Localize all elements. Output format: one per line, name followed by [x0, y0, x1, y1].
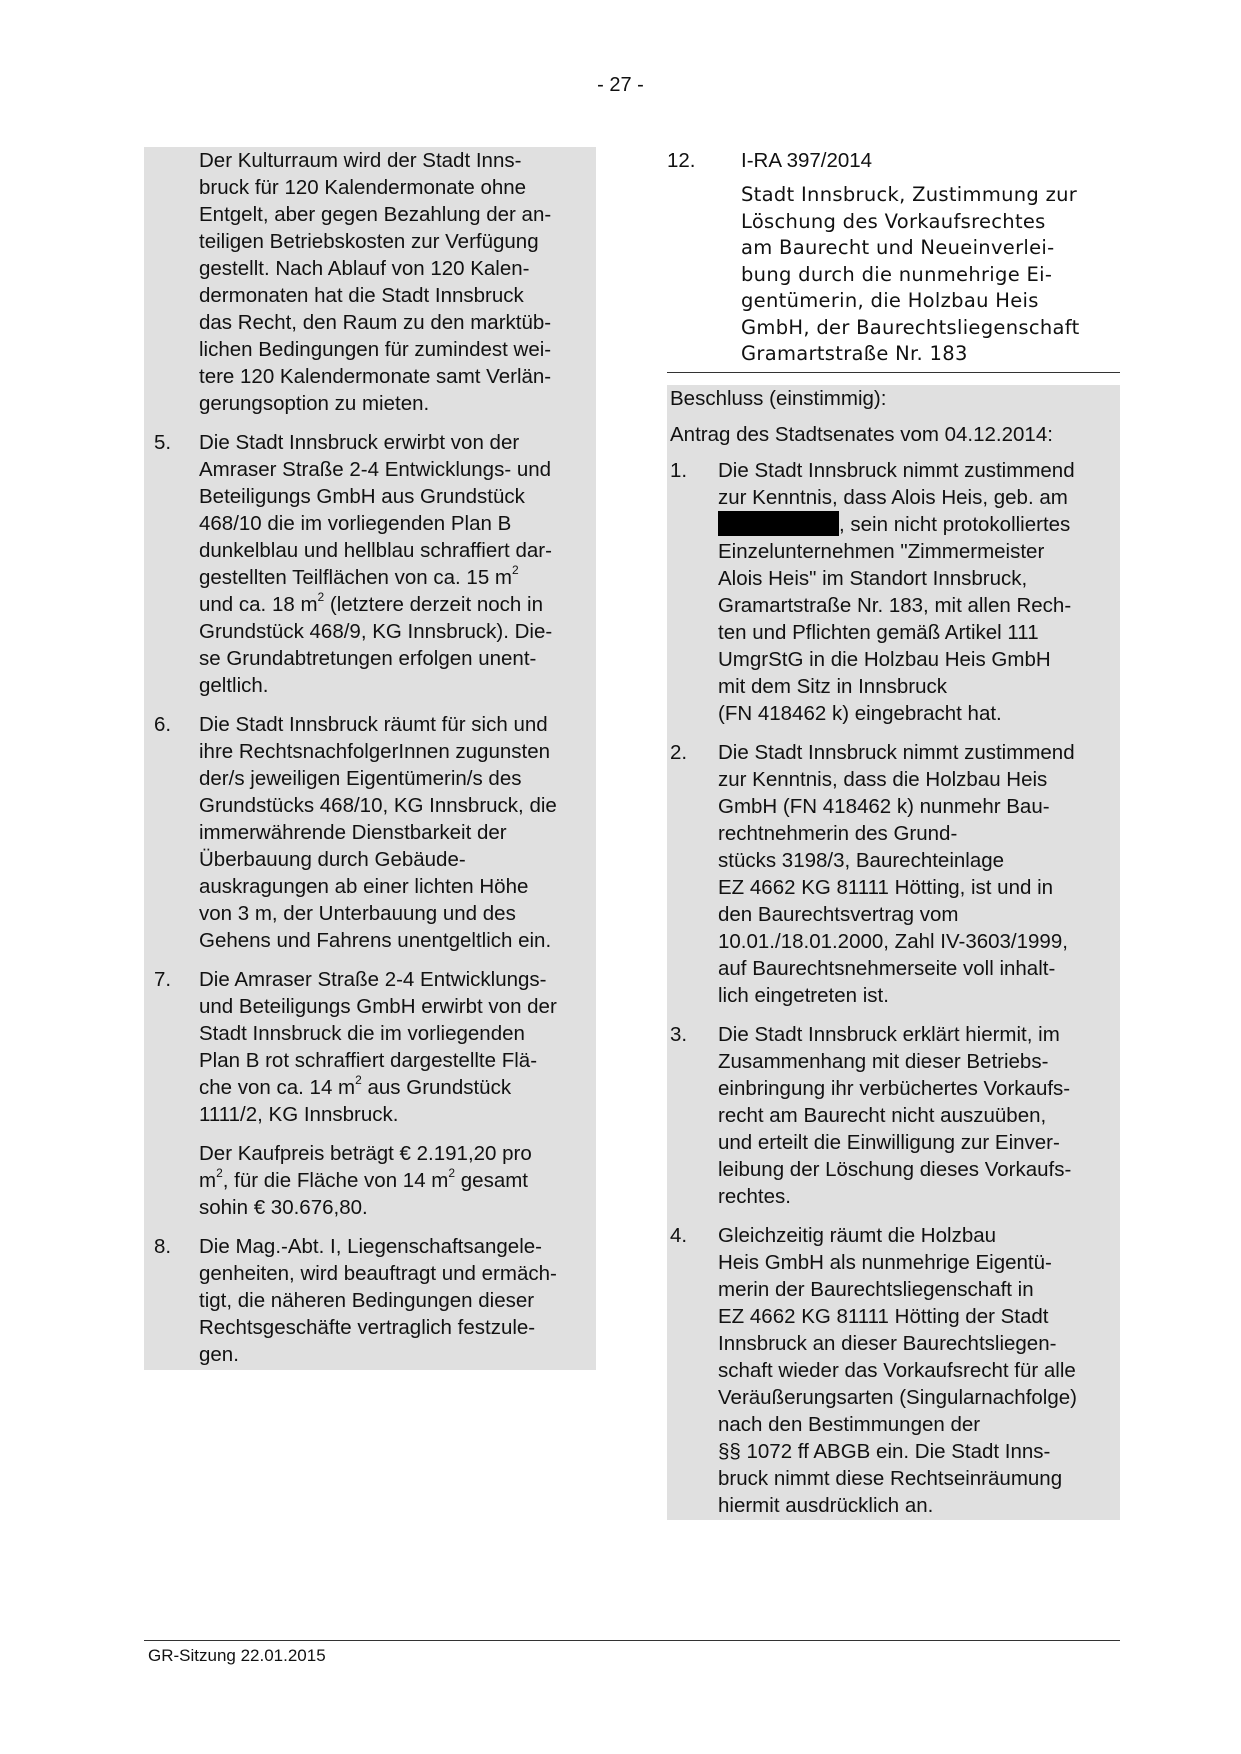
agenda-number: 12.: [667, 149, 696, 172]
text-line: Die Mag.-Abt. I, Liegenschaftsangele-: [199, 1235, 542, 1258]
text-line: stücks 3198/3, Baurechteinlage: [718, 849, 1005, 872]
text-line: hiermit ausdrücklich an.: [718, 1494, 934, 1517]
text-line: §§ 1072 ff ABGB ein. Die Stadt Inns-: [718, 1440, 1051, 1463]
text-line: zur Kenntnis, dass die Holzbau Heis: [718, 768, 1048, 791]
text-line: Rechtsgeschäfte vertraglich festzule-: [199, 1316, 536, 1339]
text-line: sohin € 30.676,80.: [199, 1196, 368, 1219]
text-line: Der Kaufpreis beträgt € 2.191,20 pro: [199, 1142, 532, 1165]
text-line: tigt, die näheren Bedingungen dieser: [199, 1289, 535, 1312]
text-line: Beteiligungs GmbH aus Grundstück: [199, 485, 525, 508]
text-line: Alois Heis" im Standort Innsbruck,: [718, 567, 1028, 590]
text-line: und ca. 18 $m^2$ (letztere derzeit noch in: [199, 590, 543, 616]
text-line: Der Kulturraum wird der Stadt Inns-: [199, 149, 522, 172]
text-line: Die Amraser Straße 2-4 Entwicklungs-: [199, 968, 547, 991]
text-line: EZ 4662 KG 81111 Hötting der Stadt: [718, 1305, 1049, 1328]
text-line: leibung der Löschung dieses Vorkaufs-: [718, 1158, 1072, 1181]
text-line: schaft wieder das Vorkaufsrecht für alle: [718, 1359, 1076, 1382]
text-line: Die Stadt Innsbruck räumt für sich und: [199, 713, 548, 736]
text-line: merin der Baurechtsliegenschaft in: [718, 1278, 1034, 1301]
text-line: che von ca. 14 $m^2$ aus Grundstück: [199, 1073, 512, 1099]
text-line: (FN 418462 k) eingebracht hat.: [718, 702, 1002, 725]
text-line: gerungsoption zu mieten.: [199, 392, 430, 415]
text-line: Stadt Innsbruck die im vorliegenden: [199, 1022, 525, 1045]
text-line: rechtnehmerin des Grund-: [718, 822, 958, 845]
text-line: 468/10 die im vorliegenden Plan B: [199, 512, 512, 535]
text-line: Gramartstraße Nr. 183: [741, 342, 968, 365]
text-line: lich eingetreten ist.: [718, 984, 889, 1007]
item-number: 2.: [670, 741, 688, 764]
text-line: den Baurechtsvertrag vom: [718, 903, 959, 926]
resolution-item-3: [670, 1021, 1116, 1210]
text-line: Löschung des Vorkaufsrechtes: [741, 209, 1046, 233]
resolution-item-1: [670, 457, 1116, 727]
text-line: rechtes.: [718, 1185, 791, 1208]
item-text: [199, 1233, 590, 1368]
footer-session-date: GR-Sitzung 22.01.2015: [148, 1646, 326, 1665]
text-line: geltlich.: [199, 674, 269, 697]
list-item-8: [154, 1233, 590, 1368]
text-line: der/s jeweiligen Eigentümerin/s des: [199, 767, 522, 790]
text-line: Entgelt, aber gegen Bezahlung der an-: [199, 203, 552, 226]
text-line: 10.01./18.01.2000, Zahl IV-3603/1999,: [718, 930, 1068, 953]
agenda-reference: I-RA 397/2014: [741, 149, 873, 172]
left-column: [144, 147, 596, 1370]
text-line: Stadt Innsbruck, Zustimmung zur: [741, 183, 1078, 206]
item-number: 4.: [670, 1224, 688, 1247]
text-line: GmbH (FN 418462 k) nunmehr Bau-: [718, 795, 1050, 818]
text-line: 1111/2, KG Innsbruck.: [199, 1103, 399, 1126]
text-line: und Beteiligungs GmbH erwirbt von der: [199, 995, 557, 1018]
text-line: Die Stadt Innsbruck erwirbt von der: [199, 431, 520, 454]
text-line: auskragungen ab einer lichten Höhe: [199, 875, 529, 898]
text-line: Einzelunternehmen "Zimmermeister: [718, 540, 1045, 563]
text-line: bung durch die nunmehrige Ei-: [741, 262, 1053, 286]
header-divider: [667, 372, 1120, 373]
right-column: [667, 385, 1120, 1520]
item-text: [718, 1021, 1116, 1210]
text-line: Die Stadt Innsbruck erklärt hiermit, im: [718, 1023, 1060, 1046]
text-line: mit dem Sitz in Innsbruck: [718, 675, 947, 698]
redaction-bar: [718, 511, 839, 536]
text-line: dunkelblau und hellblau schraffiert dar-: [199, 539, 552, 562]
text-line: $m^2$, für die Fläche von 14 $m^2$ gesamt: [199, 1166, 528, 1192]
list-item-5: [154, 429, 590, 699]
text-line: Grundstücks 468/10, KG Innsbruck, die: [199, 794, 557, 817]
text-line: Zusammenhang mit dieser Betriebs-: [718, 1050, 1049, 1073]
page-number: - 27 -: [597, 74, 644, 96]
text-line: nach den Bestimmungen der: [718, 1413, 981, 1436]
text-line: se Grundabtretungen erfolgen unent-: [199, 647, 537, 670]
item-text: [199, 429, 590, 699]
item-text: [199, 966, 590, 1128]
text-line: Veräußerungsarten (Singularnachfolge): [718, 1386, 1077, 1409]
item-text: [718, 739, 1116, 1009]
text-line: Die Stadt Innsbruck nimmt zustimmend: [718, 459, 1075, 482]
text-line: auf Baurechtsnehmerseite voll inhalt-: [718, 957, 1056, 980]
price-paragraph: [154, 1140, 590, 1221]
resolution-item-2: [670, 739, 1116, 1009]
text-line: zur Kenntnis, dass Alois Heis, geb. am: [718, 486, 1068, 509]
text-line: das Recht, den Raum zu den marktüb-: [199, 311, 552, 334]
decision-label: Beschluss (einstimmig):: [670, 387, 887, 410]
text-line: Grundstück 468/9, KG Innsbruck). Die-: [199, 620, 553, 643]
text-line: einbringung ihr verbüchertes Vorkaufs-: [718, 1077, 1071, 1100]
item-number: 3.: [670, 1023, 688, 1046]
text-line: Heis GmbH als nunmehrige Eigentü-: [718, 1251, 1052, 1274]
item-text: [199, 711, 590, 954]
text-line: genheiten, wird beauftragt und ermäch-: [199, 1262, 557, 1285]
text-line: gestellten Teilflächen von ca. 15 $m^2$: [199, 563, 519, 589]
item-text: [718, 457, 1116, 727]
text-line: Gleichzeitig räumt die Holzbau: [718, 1224, 997, 1247]
item-number: 6.: [154, 713, 172, 736]
text-line: ihre RechtsnachfolgerInnen zugunsten: [199, 740, 551, 763]
text-line: teiligen Betriebskosten zur Verfügung: [199, 230, 539, 253]
text-line: tere 120 Kalendermonate samt Verlän-: [199, 365, 552, 388]
text-line: lichen Bedingungen für zumindest wei-: [199, 338, 552, 361]
text-line: [718, 511, 1116, 538]
text-line: von 3 m, der Unterbauung und des: [199, 902, 516, 925]
item-number: 1.: [670, 459, 688, 482]
resolution-item-4: [670, 1222, 1116, 1519]
text-line: UmgrStG in die Holzbau Heis GmbH: [718, 648, 1051, 671]
text-fragment: , sein nicht protokolliertes: [839, 513, 1071, 536]
agenda-item-header: [667, 147, 1120, 368]
text-line: gestellt. Nach Ablauf von 120 Kalen-: [199, 257, 530, 280]
list-item-7: [154, 966, 590, 1128]
agenda-subject: [667, 182, 1120, 368]
text-line: GmbH, der Baurechtsliegenschaft: [741, 315, 1080, 339]
item-number: 8.: [154, 1235, 172, 1258]
text-line: Gramartstraße Nr. 183, mit allen Rech-: [718, 594, 1072, 617]
text-line: Überbauung durch Gebäude-: [199, 848, 466, 871]
text-line: Plan B rot schraffiert dargestellte Flä-: [199, 1049, 538, 1072]
text-line: Die Stadt Innsbruck nimmt zustimmend: [718, 741, 1075, 764]
text-line: Innsbruck an dieser Baurechtsliegen-: [718, 1332, 1057, 1355]
text-line: gen.: [199, 1343, 239, 1366]
item-number: 7.: [154, 968, 172, 991]
item-number: 5.: [154, 431, 172, 454]
text-line: am Baurecht und Neueinverlei-: [741, 236, 1055, 259]
text-line: ten und Pflichten gemäß Artikel 111: [718, 621, 1039, 644]
footer-divider: [144, 1640, 1120, 1641]
text-line: dermonaten hat die Stadt Innsbruck: [199, 284, 524, 307]
item-text: [718, 1222, 1116, 1519]
text-line: Gehens und Fahrens unentgeltlich ein.: [199, 929, 552, 952]
text-line: und erteilt die Einwilligung zur Einver-: [718, 1131, 1060, 1154]
motion-label: Antrag des Stadtsenates vom 04.12.2014:: [670, 423, 1053, 446]
intro-paragraph: [154, 147, 590, 417]
text-line: recht am Baurecht nicht auszuüben,: [718, 1104, 1047, 1127]
text-line: bruck nimmt diese Rechtseinräumung: [718, 1467, 1063, 1490]
text-line: gentümerin, die Holzbau Heis: [741, 289, 1039, 312]
text-line: Amraser Straße 2-4 Entwicklungs- und: [199, 458, 552, 481]
text-line: EZ 4662 KG 81111 Hötting, ist und in: [718, 876, 1054, 899]
text-line: immerwährende Dienstbarkeit der: [199, 821, 507, 844]
text-lines: [718, 538, 1116, 727]
text-line: bruck für 120 Kalendermonate ohne: [199, 176, 527, 199]
list-item-6: [154, 711, 590, 954]
